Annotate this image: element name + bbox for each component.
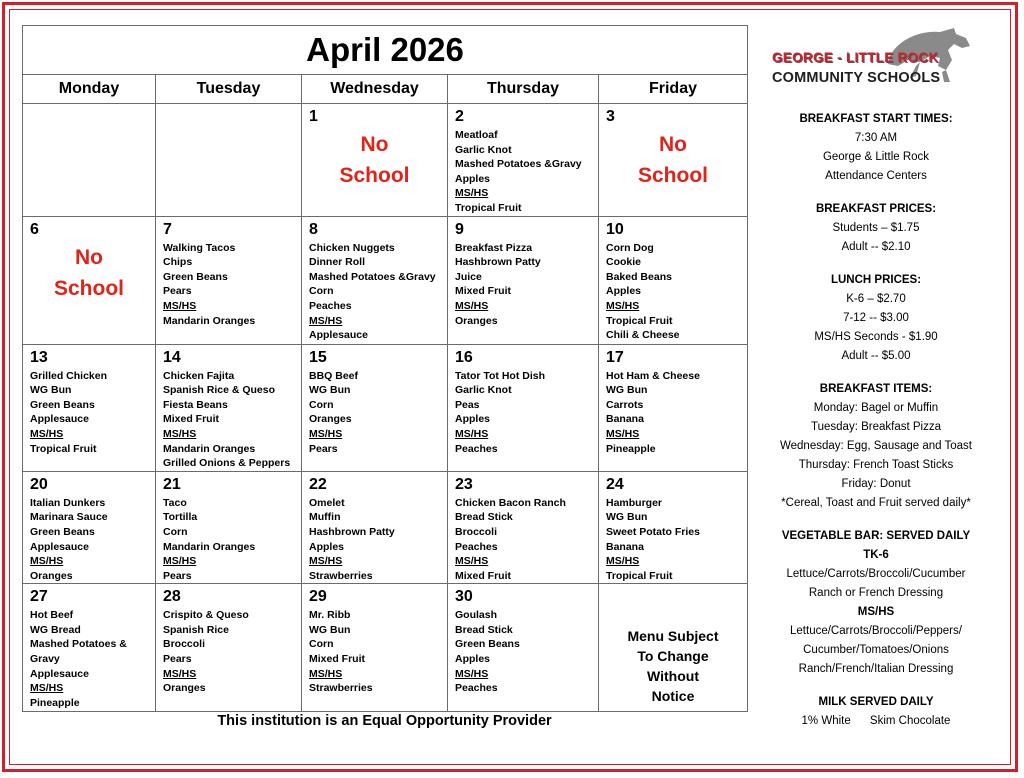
menu-item: Goulash bbox=[455, 609, 498, 622]
day-number: 16 bbox=[455, 348, 473, 366]
ms-hs-label: MS/HS bbox=[606, 299, 640, 312]
logo-line-2: COMMUNITY SCHOOLS bbox=[772, 70, 941, 86]
menu-item: Muffin bbox=[309, 511, 341, 524]
sidebar-line: Thursday: French Toast Sticks bbox=[798, 459, 954, 471]
day-cell bbox=[156, 344, 302, 471]
menu-item: Cookie bbox=[606, 256, 642, 269]
menu-item: Grilled Chicken bbox=[30, 369, 108, 382]
sidebar-line: K-6 – $2.70 bbox=[846, 293, 906, 305]
menu-item: Spanish Rice & Queso bbox=[163, 384, 276, 397]
day-number: 13 bbox=[30, 348, 48, 366]
weekday-header-wednesday: Wednesday bbox=[302, 75, 448, 104]
menu-item: Corn bbox=[163, 525, 188, 538]
sidebar-line: Students – $1.75 bbox=[832, 222, 920, 234]
menu-item: Tortilla bbox=[163, 511, 198, 524]
menu-item: Spanish Rice bbox=[163, 623, 229, 636]
sidebar-line: Lettuce/Carrots/Broccoli/Cucumber bbox=[786, 568, 966, 580]
menu-item: Corn bbox=[309, 398, 334, 411]
menu-item: Mr. Ribb bbox=[309, 609, 351, 622]
menu-item: Oranges bbox=[309, 413, 352, 426]
menu-item: Broccoli bbox=[455, 525, 498, 538]
section-spacer bbox=[756, 679, 996, 693]
ms-hs-label: MS/HS bbox=[30, 555, 64, 568]
day-number: 28 bbox=[163, 588, 181, 606]
section-spacer bbox=[756, 513, 996, 527]
day-number-empty bbox=[30, 107, 148, 128]
menu-item: Sweet Potato Fries bbox=[606, 525, 700, 538]
day-cell bbox=[302, 584, 448, 712]
ms-hs-label: MS/HS bbox=[163, 427, 197, 440]
day-cell bbox=[599, 104, 748, 217]
menu-item: Chips bbox=[163, 256, 193, 269]
menu-item: Banana bbox=[606, 413, 644, 426]
menu-item: Pears bbox=[163, 653, 192, 666]
menu-item: Corn Dog bbox=[606, 241, 654, 254]
week-row bbox=[23, 104, 748, 217]
menu-item: WG Bread bbox=[30, 623, 81, 636]
day-cell bbox=[156, 471, 302, 584]
menu-item: Oranges bbox=[163, 682, 206, 695]
day-cell bbox=[23, 584, 156, 712]
day-number: 17 bbox=[606, 348, 624, 366]
menu-item: Peaches bbox=[309, 299, 352, 312]
weekday-header-row bbox=[23, 75, 748, 104]
menu-item: Grilled Onions & Peppers bbox=[163, 457, 291, 470]
menu-item: Strawberries bbox=[309, 682, 373, 695]
menu-item: WG Bun bbox=[309, 623, 351, 636]
menu-item: Applesauce bbox=[30, 540, 89, 553]
menu-item: Mandarin Oranges bbox=[163, 314, 256, 327]
menu-item: Baked Beans bbox=[606, 270, 672, 283]
ms-hs-label: MS/HS bbox=[30, 682, 64, 695]
week-row bbox=[23, 584, 748, 712]
menu-item: WG Bun bbox=[606, 384, 648, 397]
day-number-empty bbox=[606, 587, 740, 608]
menu-item: Taco bbox=[163, 496, 187, 509]
sidebar-line: Ranch/French/Italian Dressing bbox=[798, 663, 954, 675]
day-cell bbox=[302, 104, 448, 217]
sidebar-line: Friday: Donut bbox=[841, 478, 911, 490]
menu-item: Pineapple bbox=[30, 696, 80, 709]
day-number: 8 bbox=[309, 220, 318, 238]
ms-hs-label: MS/HS bbox=[309, 555, 343, 568]
day-cell bbox=[23, 344, 156, 471]
day-cell bbox=[23, 104, 156, 217]
ms-hs-label: MS/HS bbox=[163, 555, 197, 568]
day-number: 23 bbox=[455, 475, 473, 493]
day-cell bbox=[448, 344, 599, 471]
menu-item: Oranges bbox=[30, 569, 73, 582]
menu-item: Hamburger bbox=[606, 496, 663, 509]
day-cell bbox=[302, 216, 448, 344]
day-number: 10 bbox=[606, 220, 624, 238]
sidebar-line: 1% White Skim Chocolate bbox=[801, 715, 951, 727]
day-cell bbox=[23, 471, 156, 584]
no-school-label: No bbox=[659, 133, 687, 156]
sidebar-subheading: MS/HS bbox=[857, 606, 895, 618]
ms-hs-label: MS/HS bbox=[606, 555, 640, 568]
section-spacer bbox=[756, 366, 996, 380]
weekday-header-tuesday: Tuesday bbox=[156, 75, 302, 104]
sidebar-line: MS/HS Seconds - $1.90 bbox=[814, 331, 938, 343]
day-cell bbox=[599, 584, 748, 712]
menu-item: Applesauce bbox=[30, 667, 89, 680]
menu-item: Fiesta Beans bbox=[163, 398, 228, 411]
menu-item: Pears bbox=[163, 569, 192, 582]
menu-item: Tropical Fruit bbox=[455, 201, 522, 214]
menu-item: Meatloaf bbox=[455, 129, 498, 141]
no-school-label: No bbox=[75, 245, 103, 269]
menu-item: Italian Dunkers bbox=[30, 496, 106, 509]
menu-item: Breakfast Pizza bbox=[455, 241, 533, 254]
day-cell bbox=[156, 216, 302, 344]
menu-item: Mixed Fruit bbox=[163, 413, 220, 426]
menu-item: Crispito & Queso bbox=[163, 609, 249, 622]
week-row bbox=[23, 471, 748, 584]
day-number: 9 bbox=[455, 220, 464, 238]
menu-item: Walking Tacos bbox=[163, 241, 236, 254]
ms-hs-label: MS/HS bbox=[309, 427, 343, 440]
sidebar-heading: MILK SERVED DAILY bbox=[818, 696, 934, 708]
menu-item: Carrots bbox=[606, 398, 644, 411]
notice-line: Without bbox=[647, 668, 699, 685]
menu-item: Chili & Cheese bbox=[606, 329, 680, 342]
day-number: 24 bbox=[606, 475, 624, 493]
day-number: 3 bbox=[606, 108, 615, 125]
menu-item: Peas bbox=[455, 398, 480, 411]
ms-hs-label: MS/HS bbox=[309, 314, 343, 327]
sidebar-heading: VEGETABLE BAR: SERVED DAILY bbox=[781, 530, 971, 542]
day-number: 7 bbox=[163, 220, 172, 238]
sidebar-heading: BREAKFAST ITEMS: bbox=[819, 383, 933, 395]
menu-item: Hot Beef bbox=[30, 609, 74, 622]
sidebar-heading: LUNCH PRICES: bbox=[830, 274, 922, 286]
section-spacer bbox=[756, 186, 996, 200]
no-school-label: School bbox=[53, 276, 124, 300]
menu-item: Tropical Fruit bbox=[30, 442, 97, 455]
menu-item: Chicken Bacon Ranch bbox=[455, 496, 566, 509]
menu-item: WG Bun bbox=[30, 384, 72, 397]
menu-item: Strawberries bbox=[309, 569, 373, 582]
menu-item: Mixed Fruit bbox=[309, 653, 366, 666]
day-cell bbox=[448, 216, 599, 344]
menu-item: Tator Tot Hot Dish bbox=[455, 369, 546, 382]
day-number: 1 bbox=[309, 108, 318, 125]
day-number: 14 bbox=[163, 348, 181, 366]
menu-item: Green Beans bbox=[163, 270, 228, 283]
sidebar-line: 7:30 AM bbox=[854, 132, 898, 144]
week-row bbox=[23, 344, 748, 471]
menu-item: Mixed Fruit bbox=[455, 285, 512, 298]
day-number: 2 bbox=[455, 108, 464, 125]
calendar-title: April 2026 bbox=[23, 26, 748, 75]
sidebar-line: Lettuce/Carrots/Broccoli/Peppers/ bbox=[790, 625, 962, 637]
notice-line: Notice bbox=[651, 688, 695, 705]
menu-item: Apples bbox=[606, 285, 642, 298]
notice-line: To Change bbox=[637, 648, 709, 665]
menu-item: Green Beans bbox=[30, 398, 95, 411]
menu-item: Pineapple bbox=[606, 442, 656, 455]
menu-item: Peaches bbox=[455, 682, 498, 695]
menu-item: Garlic Knot bbox=[455, 143, 512, 156]
no-school-label: School bbox=[637, 164, 708, 187]
menu-item: WG Bun bbox=[309, 384, 351, 397]
day-cell bbox=[302, 471, 448, 584]
menu-change-notice bbox=[606, 608, 740, 706]
day-number: 21 bbox=[163, 475, 181, 493]
menu-item: Gravy bbox=[30, 653, 60, 666]
menu-item: Broccoli bbox=[163, 638, 206, 651]
menu-item: Juice bbox=[455, 270, 482, 283]
sidebar-line: Tuesday: Breakfast Pizza bbox=[811, 421, 941, 433]
no-school-label: No bbox=[360, 133, 389, 156]
weekday-header-monday: Monday bbox=[23, 75, 156, 104]
sidebar-line: Wednesday: Egg, Sausage and Toast bbox=[779, 440, 973, 452]
logo-line-1: GEORGE - LITTLE ROCK bbox=[772, 50, 939, 65]
menu-item: Omelet bbox=[309, 496, 345, 509]
menu-item: Tropical Fruit bbox=[606, 314, 673, 327]
day-cell bbox=[448, 104, 599, 217]
calendar-weeks bbox=[23, 104, 748, 712]
menu-item: Mashed Potatoes &Gravy bbox=[309, 270, 436, 283]
menu-item: Hot Ham & Cheese bbox=[606, 369, 700, 382]
day-number: 27 bbox=[30, 588, 48, 606]
menu-item: Pears bbox=[163, 285, 192, 298]
menu-item: Garlic Knot bbox=[455, 384, 512, 397]
equal-opportunity-footer: This institution is an Equal Opportunity Provider bbox=[217, 713, 552, 729]
day-cell bbox=[23, 216, 156, 344]
menu-item: Mixed Fruit bbox=[455, 569, 512, 582]
ms-hs-label: MS/HS bbox=[455, 187, 489, 200]
menu-item: Apples bbox=[309, 540, 345, 553]
day-cell bbox=[448, 584, 599, 712]
day-number: 30 bbox=[455, 588, 473, 606]
menu-item: Hashbrown Patty bbox=[309, 525, 395, 538]
menu-item: Mashed Potatoes & bbox=[30, 638, 127, 651]
calendar-table bbox=[22, 25, 748, 712]
menu-item: Tropical Fruit bbox=[606, 569, 673, 582]
menu-item: Apples bbox=[455, 413, 491, 426]
menu-item: BBQ Beef bbox=[309, 369, 359, 382]
menu-item: Green Beans bbox=[30, 525, 95, 538]
ms-hs-label: MS/HS bbox=[455, 667, 489, 680]
ms-hs-label: MS/HS bbox=[163, 667, 197, 680]
menu-item: Corn bbox=[309, 285, 334, 298]
menu-item: Dinner Roll bbox=[309, 256, 366, 269]
day-number: 29 bbox=[309, 588, 327, 606]
day-number: 22 bbox=[309, 475, 327, 493]
menu-item: Apples bbox=[455, 172, 491, 185]
menu-item: Bread Stick bbox=[455, 623, 513, 636]
day-number: 6 bbox=[30, 220, 39, 238]
sidebar-line: George & Little Rock bbox=[822, 151, 930, 163]
menu-item: Pears bbox=[309, 442, 338, 455]
sidebar-info bbox=[756, 110, 996, 731]
menu-item: Applesauce bbox=[30, 413, 89, 426]
menu-item: Apples bbox=[455, 653, 491, 666]
ms-hs-label: MS/HS bbox=[455, 555, 489, 568]
day-cell bbox=[156, 104, 302, 217]
menu-item: Mandarin Oranges bbox=[163, 540, 256, 553]
menu-item: Chicken Fajita bbox=[163, 369, 235, 382]
ms-hs-label: MS/HS bbox=[163, 299, 197, 312]
menu-item: Peaches bbox=[455, 442, 498, 455]
ms-hs-label: MS/HS bbox=[309, 667, 343, 680]
sidebar-line: Adult -- $5.00 bbox=[841, 350, 911, 362]
school-logo bbox=[770, 26, 982, 104]
day-number: 20 bbox=[30, 475, 48, 493]
day-number-empty bbox=[163, 107, 294, 128]
menu-item: Marinara Sauce bbox=[30, 511, 108, 524]
menu-item: Banana bbox=[606, 540, 644, 553]
weekday-header-friday: Friday bbox=[599, 75, 748, 104]
day-cell bbox=[302, 344, 448, 471]
ms-hs-label: MS/HS bbox=[455, 427, 489, 440]
menu-item: Applesauce bbox=[309, 329, 368, 342]
day-cell bbox=[599, 344, 748, 471]
sidebar-heading: BREAKFAST START TIMES: bbox=[799, 113, 953, 125]
sidebar-line: Cucumber/Tomatoes/Onions bbox=[803, 644, 949, 656]
sidebar-line: Ranch or French Dressing bbox=[808, 587, 944, 599]
menu-item: Bread Stick bbox=[455, 511, 513, 524]
sidebar-subheading: TK-6 bbox=[863, 549, 889, 561]
ms-hs-label: MS/HS bbox=[455, 299, 489, 312]
sidebar-line: Adult -- $2.10 bbox=[841, 241, 911, 253]
sidebar-line: *Cereal, Toast and Fruit served daily* bbox=[781, 497, 971, 509]
sidebar-heading: BREAKFAST PRICES: bbox=[815, 203, 937, 215]
notice-line: Menu Subject bbox=[627, 628, 719, 645]
day-cell bbox=[448, 471, 599, 584]
sidebar-line: Attendance Centers bbox=[825, 170, 927, 182]
ms-hs-label: MS/HS bbox=[606, 427, 640, 440]
weekday-header-thursday: Thursday bbox=[448, 75, 599, 104]
menu-item: Green Beans bbox=[455, 638, 520, 651]
menu-item: WG Bun bbox=[606, 511, 648, 524]
menu-item: Hashbrown Patty bbox=[455, 256, 541, 269]
section-spacer bbox=[756, 257, 996, 271]
menu-item: Mandarin Oranges bbox=[163, 442, 256, 455]
day-number: 15 bbox=[309, 348, 327, 366]
week-row bbox=[23, 216, 748, 344]
day-cell bbox=[599, 471, 748, 584]
menu-item: Mashed Potatoes &Gravy bbox=[455, 158, 582, 171]
menu-item: Corn bbox=[309, 638, 334, 651]
day-cell bbox=[599, 216, 748, 344]
no-school-label: School bbox=[339, 164, 410, 187]
sidebar-line: 7-12 -- $3.00 bbox=[843, 312, 909, 324]
menu-item: Peaches bbox=[455, 540, 498, 553]
day-cell bbox=[156, 584, 302, 712]
menu-item: Chicken Nuggets bbox=[309, 241, 395, 254]
menu-item: Oranges bbox=[455, 314, 498, 327]
sidebar-line: Monday: Bagel or Muffin bbox=[813, 402, 939, 414]
ms-hs-label: MS/HS bbox=[30, 427, 64, 440]
